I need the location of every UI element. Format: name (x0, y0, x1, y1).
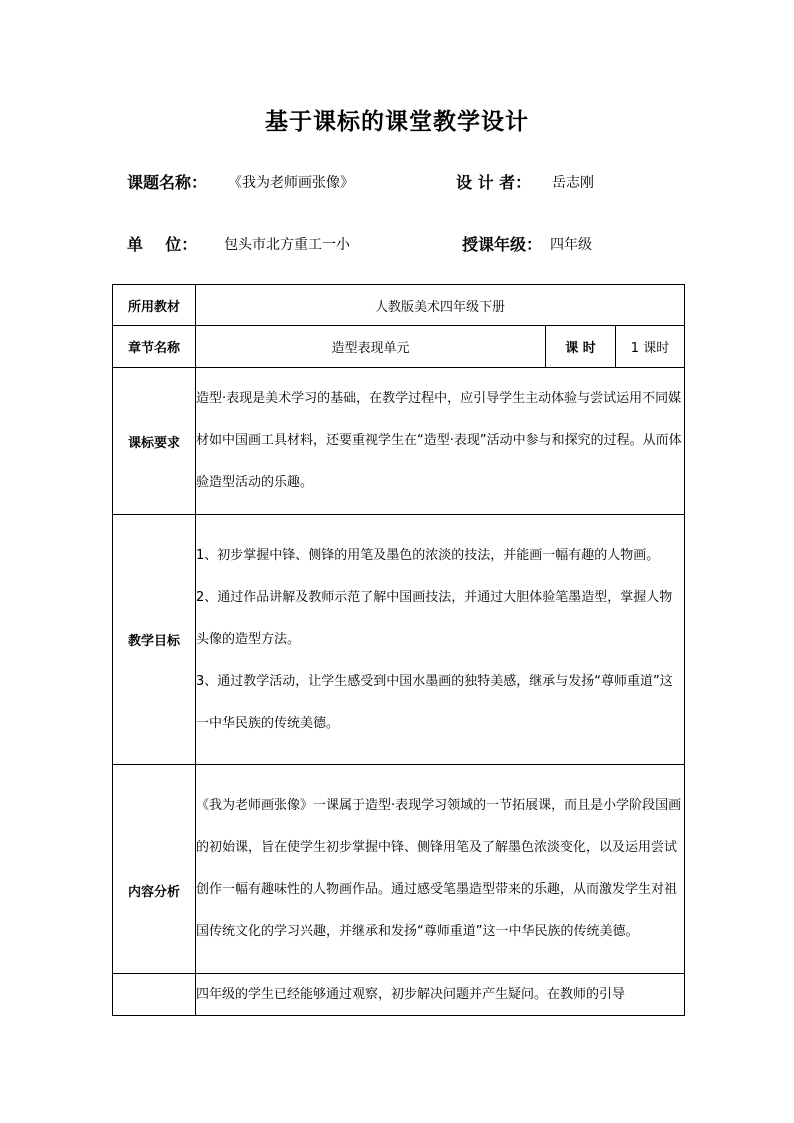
designer-value: 岳志刚 (552, 175, 594, 191)
designer-row (456, 170, 531, 193)
students-paragraph: 四年级的学生已经能够通过观察，初步解决问题并产生疑问。在教师的引导 (196, 986, 626, 1002)
goal-item: 2、通过作品讲解及教师示范了解中国画技法，并通过大胆体验笔墨造型，掌握人物头像的造型方法。 (196, 589, 673, 647)
unit-value: 包头市北方重工一小 (224, 237, 350, 253)
grade-label: 授课年级： (462, 235, 543, 254)
designer-label: 设 计 者： (456, 173, 532, 192)
chapter-row (113, 326, 685, 368)
goals-row (113, 515, 685, 765)
lesson-table (112, 284, 685, 1016)
page-title: 基于课标的课堂教学设计 (265, 108, 529, 135)
topic-label: 课题名称： (127, 173, 208, 192)
textbook-label: 所用教材 (113, 285, 196, 326)
standard-row (113, 368, 685, 515)
textbook-row (113, 285, 685, 326)
analysis-row (113, 765, 685, 974)
standard-label: 课标要求 (113, 368, 196, 515)
unit-row (127, 232, 197, 255)
students-text (196, 974, 685, 1016)
goal-item: 3、通过教学活动，让学生感受到中国水墨画的独特美感，继承与发扬“尊师重道”这一中华民族的传统美德。 (196, 673, 673, 731)
chapter-label: 章节名称 (113, 326, 196, 368)
students-label (113, 974, 196, 1016)
goals-text (196, 515, 685, 765)
hours-label: 课 时 (546, 326, 616, 368)
analysis-text (196, 765, 685, 974)
grade-value: 四年级 (550, 237, 592, 253)
unit-label: 单 位： (127, 235, 198, 254)
analysis-paragraph: 《我为老师画张像》一课属于造型·表现学习领域的一节拓展课，而且是小学阶段国画的初始课，旨在使学生初步掌握中锋、侧锋用笔及了解墨色浓淡变化，以及运用尝试创作一幅有趣味性的人物画作品。通过感受笔墨造型带来的乐趣，从而激发学生对祖国传统文化的学习兴趣，并继承和发扬“尊师重道”这一中华民族的传统美德。 (196, 798, 682, 939)
textbook-value: 人教版美术四年级下册 (196, 285, 685, 326)
grade-row (462, 232, 542, 255)
topic-row (127, 170, 207, 193)
hours-value: 1 课时 (616, 326, 685, 368)
goal-item: 1、初步掌握中锋、侧锋的用笔及墨色的浓淡的技法，并能画一幅有趣的人物画。 (196, 547, 660, 563)
standard-text (196, 368, 685, 515)
chapter-value: 造型表现单元 (196, 326, 546, 368)
topic-value: 《我为老师画张像》 (228, 175, 354, 191)
standard-paragraph: 造型·表现是美术学习的基础，在教学过程中，应引导学生主动体验与尝试运用不同媒材如中国画工具材料，还要重视学生在“造型·表现”活动中参与和探究的过程。从而体验造型活动的乐趣。 (196, 391, 682, 490)
analysis-label: 内容分析 (113, 765, 196, 974)
students-row (113, 974, 685, 1016)
goals-label: 教学目标 (113, 515, 196, 765)
